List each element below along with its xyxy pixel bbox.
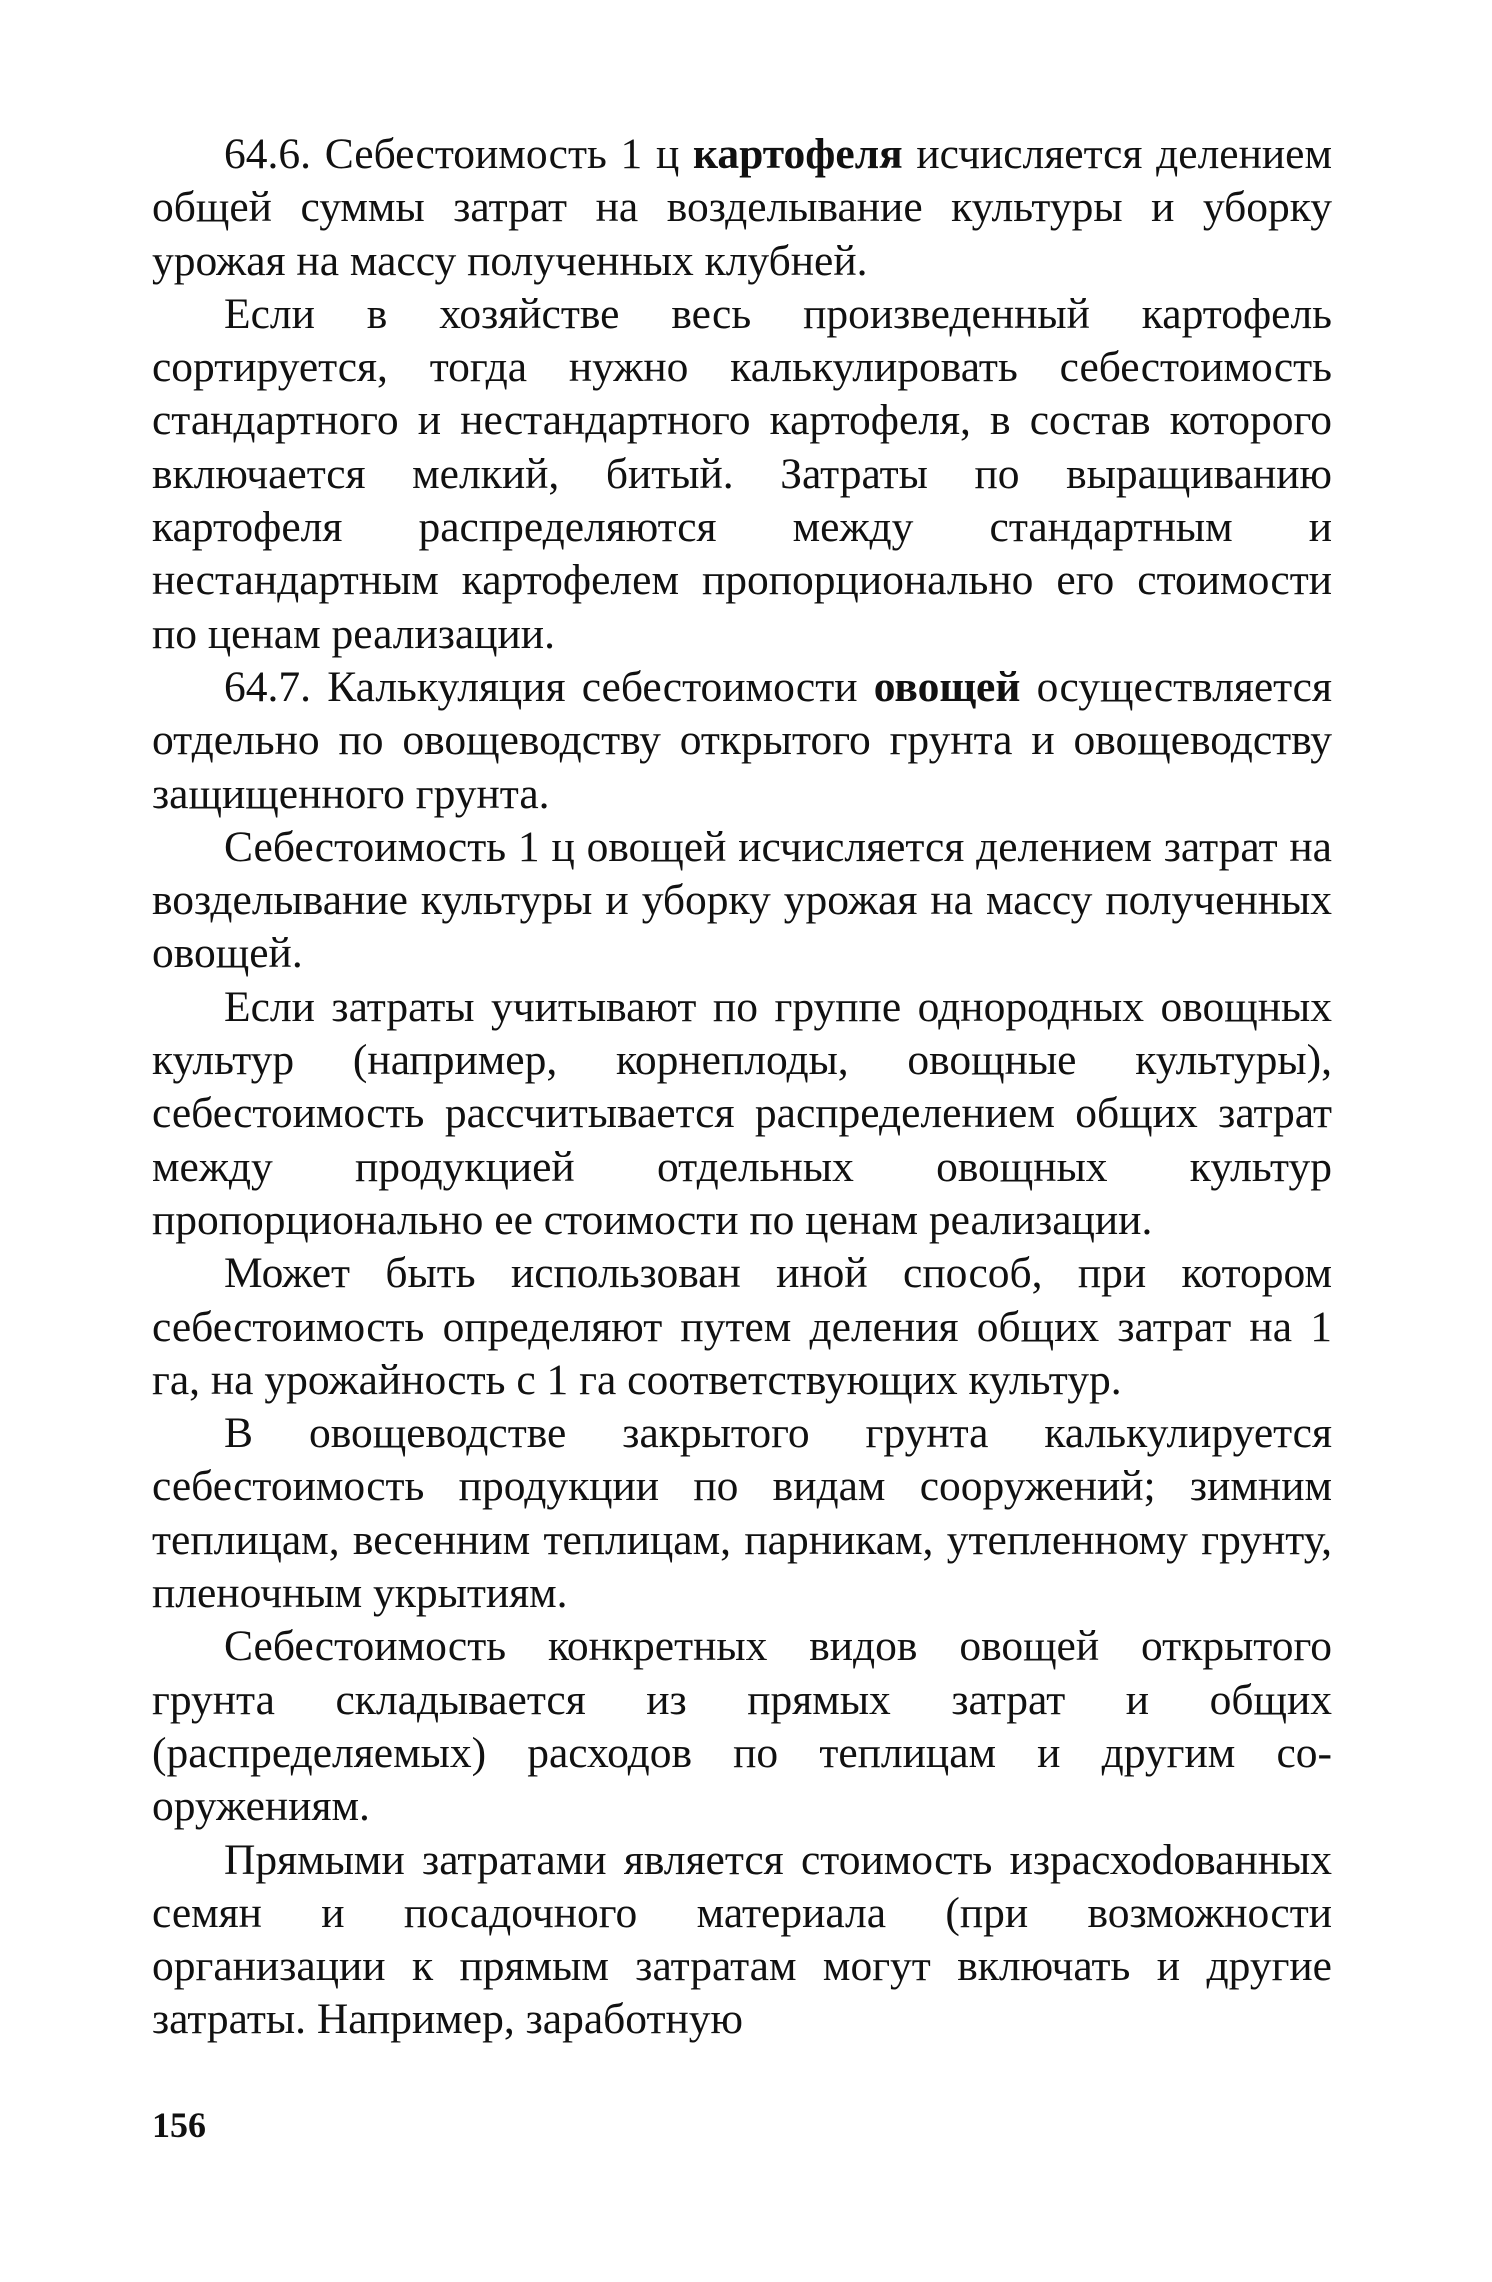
paragraph: Если затраты учитывают по группе однородных овощных культур (например, корнеплоды, овощные культуры), себестоимость рассчитывается распределением общих затрат между продукцией отдельных овощных культур пропорционально ее стоимости по ценам реализации. — [152, 982, 1332, 1244]
page-number: 156 — [152, 2105, 206, 2145]
paragraph: 64.7. Калькуляция себестоимости овощей осуществляется отдельно по овощеводству открытого грунта и овощеводству защищенного грунта. — [152, 662, 1332, 818]
paragraph: Если в хозяйстве весь произведенный картофель сортируется, тогда нужно калькулировать себестоимость стандартного и нестандартного картофеля, в состав которого включается мелкий, битый. Затраты по выращиванию картофеля распределяются между стандартным и нестандартным картофелем пропорционально его стоимости по ценам реализации. — [152, 289, 1332, 658]
paragraph: Себестоимость конкретных видов овощей открытого грунта складывается из прямых затрат и общих (распределяемых) расходов по теплицам и другим сооружениям. — [152, 1622, 1332, 1831]
paragraph: 64.6. Себестоимость 1 ц картофеля исчисляется делением общей суммы затрат на возделывание культуры и уборку урожая на массу полученных клубней. — [152, 130, 1332, 285]
bold-term: овощей — [873, 662, 1021, 711]
paragraph: Может быть использован иной способ, при котором себестоимость определяют путем деления общих затрат на 1 га, на урожайность с 1 га соответствующих культур. — [152, 1249, 1332, 1404]
paragraph: Прямыми затратами является стоимость израсхоdованных семян и посадочного материала (при возможности организации к прямым затратам могут включать и другие затраты. Например, заработную — [152, 1835, 1332, 2044]
paragraph: В овощеводстве закрытого грунта калькулируется себестоимость продукции по видам сооружений; зимним теплицам, весенним теплицам, парникам, утепленному грунту, пленочным укрытиям. — [152, 1409, 1332, 1618]
page-body — [152, 128, 1332, 2047]
bold-term: картофеля — [692, 130, 903, 178]
paragraph: Себестоимость 1 ц овощей исчисляется делением затрат на возделывание культуры и уборку урожая на массу полученных овощей. — [152, 822, 1332, 978]
